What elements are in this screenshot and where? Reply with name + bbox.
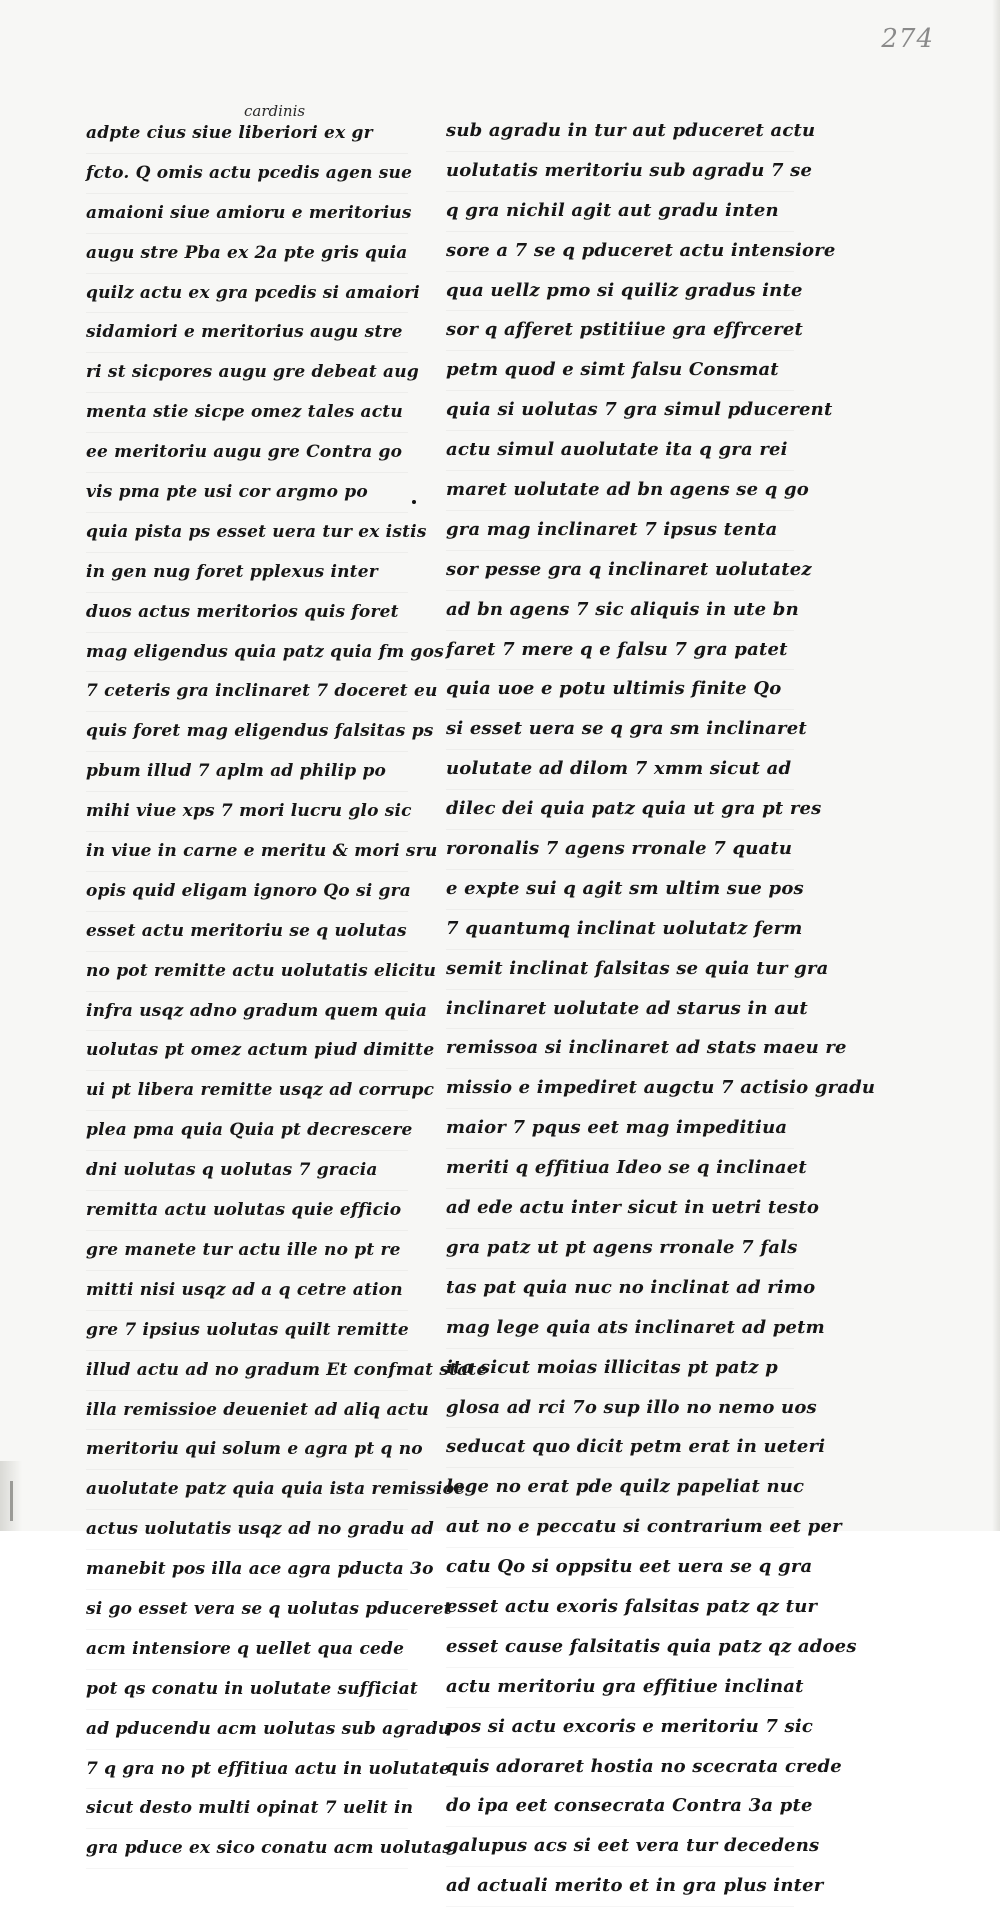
- left-column-line: uolutas pt omez actum piud dimitte: [86, 1031, 408, 1071]
- ink-blot: [412, 500, 416, 504]
- right-column-line: actu simul auolutate ita q gra rei: [446, 431, 794, 471]
- left-column-line: adpte cius siue liberiori ex gr: [86, 114, 408, 154]
- left-column-line: esset actu meritoriu se q uolutas: [86, 912, 408, 952]
- left-column-line: pbum illud 7 aplm ad philip po: [86, 752, 408, 792]
- right-column-line: sor pesse gra q inclinaret uolutatez: [446, 551, 794, 591]
- right-column-text: [446, 112, 876, 1907]
- left-column-line: 7 ceteris gra inclinaret 7 doceret eu: [86, 672, 408, 712]
- marginal-note: cardinis: [244, 102, 306, 120]
- left-column-line: gre 7 ipsius uolutas quilt remitte: [86, 1311, 408, 1351]
- right-column-line: maior 7 pqus eet mag impeditiua: [446, 1109, 794, 1149]
- right-column-line: 7 quantumq inclinat uolutatz ferm: [446, 910, 794, 950]
- right-column-line: uolutatis meritoriu sub agradu 7 se: [446, 152, 794, 192]
- left-column-line: mitti nisi usqz ad a q cetre ation: [86, 1271, 408, 1311]
- right-column-line: maret uolutate ad bn agens se q go: [446, 471, 794, 511]
- right-column-line: glosa ad rci 7o sup illo no nemo uos: [446, 1389, 794, 1429]
- right-column-line: missio e impediret augctu 7 actisio gradu: [446, 1069, 794, 1109]
- right-column-line: roronalis 7 agens rronale 7 quatu: [446, 830, 794, 870]
- right-column-line: meriti q effitiua Ideo se q inclinaet: [446, 1149, 794, 1189]
- right-column-line: inclinaret uolutate ad starus in aut: [446, 990, 794, 1030]
- right-column-line: gra patz ut pt agens rronale 7 fals: [446, 1229, 794, 1269]
- left-column-line: quilz actu ex gra pcedis si amaiori: [86, 274, 408, 314]
- right-column-line: lege no erat pde quilz papeliat nuc: [446, 1468, 794, 1508]
- left-column-line: infra usqz adno gradum quem quia: [86, 992, 408, 1032]
- right-column-line: do ipa eet consecrata Contra 3a pte: [446, 1787, 794, 1827]
- left-column-line: illa remissioe deueniet ad aliq actu: [86, 1391, 408, 1431]
- left-column-line: remitta actu uolutas quie efficio: [86, 1191, 408, 1231]
- right-column-line: remissoa si inclinaret ad stats maeu re: [446, 1029, 794, 1069]
- right-column-line: ad ede actu inter sicut in uetri testo: [446, 1189, 794, 1229]
- left-column-line: augu stre Pba ex 2a pte gris quia: [86, 234, 408, 274]
- right-column-line: actu meritoriu gra effitiue inclinat: [446, 1668, 794, 1708]
- left-column-line: fcto. Q omis actu pcedis agen sue: [86, 154, 408, 194]
- left-column-line: gre manete tur actu ille no pt re: [86, 1231, 408, 1271]
- right-column-line: petm quod e simt falsu Consmat: [446, 351, 794, 391]
- right-column-line: sore a 7 se q pduceret actu intensiore: [446, 232, 794, 272]
- right-column-line: sor q afferet pstitiiue gra effrceret: [446, 311, 794, 351]
- left-column-line: vis pma pte usi cor argmo po: [86, 473, 408, 513]
- left-column-line: in viue in carne e meritu & mori sru: [86, 832, 408, 872]
- right-column-line: ita sicut moias illicitas pt patz p: [446, 1349, 794, 1389]
- right-column-line: pos si actu excoris e meritoriu 7 sic: [446, 1708, 794, 1748]
- left-column-line: illud actu ad no gradum Et confmat state: [86, 1351, 408, 1391]
- right-column-line: qua uellz pmo si quiliz gradus inte: [446, 272, 794, 312]
- left-column-line: amaioni siue amioru e meritorius: [86, 194, 408, 234]
- left-column-line: si go esset vera se q uolutas pduceret: [86, 1590, 408, 1630]
- right-column-line: si esset uera se q gra sm inclinaret: [446, 710, 794, 750]
- left-column-line: menta stie sicpe omez tales actu: [86, 393, 408, 433]
- left-column-line: actus uolutatis usqz ad no gradu ad: [86, 1510, 408, 1550]
- left-column-line: dni uolutas q uolutas 7 gracia: [86, 1151, 408, 1191]
- right-column-line: e expte sui q agit sm ultim sue pos: [446, 870, 794, 910]
- left-column-line: duos actus meritorios quis foret: [86, 593, 408, 633]
- right-column-line: quia uoe e potu ultimis finite Qo: [446, 670, 794, 710]
- right-column-line: ad bn agens 7 sic aliquis in ute bn: [446, 591, 794, 631]
- right-column-line: q gra nichil agit aut gradu inten: [446, 192, 794, 232]
- right-column-line: quia si uolutas 7 gra simul pducerent: [446, 391, 794, 431]
- left-column-line: quis foret mag eligendus falsitas ps: [86, 712, 408, 752]
- right-column-line: aut no e peccatu si contrarium eet per: [446, 1508, 794, 1548]
- left-column-line: pot qs conatu in uolutate sufficiat: [86, 1670, 408, 1710]
- left-column-line: manebit pos illa ace agra pducta 3o: [86, 1550, 408, 1590]
- left-column-line: no pot remitte actu uolutatis elicitu: [86, 952, 408, 992]
- right-column-line: mag lege quia ats inclinaret ad petm: [446, 1309, 794, 1349]
- right-column-line: galupus acs si eet vera tur decedens: [446, 1827, 794, 1867]
- right-column-line: gra mag inclinaret 7 ipsus tenta: [446, 511, 794, 551]
- right-column-line: esset actu exoris falsitas patz qz tur: [446, 1588, 794, 1628]
- page-edge-shadow: [992, 0, 1000, 1531]
- left-column-line: 7 q gra no pt effitiua actu in uolutate: [86, 1750, 408, 1790]
- left-column-line: plea pma quia Quia pt decrescere: [86, 1111, 408, 1151]
- left-column-line: meritoriu qui solum e agra pt q no: [86, 1430, 408, 1470]
- left-column-line: in gen nug foret pplexus inter: [86, 553, 408, 593]
- left-column-line: mihi viue xps 7 mori lucru glo sic: [86, 792, 408, 832]
- right-column-line: sub agradu in tur aut pduceret actu: [446, 112, 794, 152]
- left-column-line: mag eligendus quia patz quia fm gos: [86, 633, 408, 673]
- left-column-line: auolutate patz quia quia ista remissioe: [86, 1470, 408, 1510]
- left-column-line: acm intensiore q uellet qua cede: [86, 1630, 408, 1670]
- right-column-line: seducat quo dicit petm erat in ueteri: [446, 1428, 794, 1468]
- left-column-line: sidamiori e meritorius augu stre: [86, 313, 408, 353]
- left-column-line: gra pduce ex sico conatu acm uolutas: [86, 1829, 408, 1869]
- right-column-line: uolutate ad dilom 7 xmm sicut ad: [446, 750, 794, 790]
- right-column-line: tas pat quia nuc no inclinat ad rimo: [446, 1269, 794, 1309]
- right-column-line: ad actuali merito et in gra plus inter: [446, 1867, 794, 1907]
- right-column-line: esset cause falsitatis quia patz qz adoes: [446, 1628, 794, 1668]
- right-column-line: quis adoraret hostia no scecrata crede: [446, 1748, 794, 1788]
- right-column-line: dilec dei quia patz quia ut gra pt res: [446, 790, 794, 830]
- binding-mark: [10, 1481, 13, 1521]
- left-column-text: [86, 114, 488, 1869]
- left-column-line: sicut desto multi opinat 7 uelit in: [86, 1789, 408, 1829]
- left-column-line: ad pducendu acm uolutas sub agradu: [86, 1710, 408, 1750]
- left-column-line: ee meritoriu augu gre Contra go: [86, 433, 408, 473]
- left-column-line: quia pista ps esset uera tur ex istis: [86, 513, 408, 553]
- left-column-line: ri st sicpores augu gre debeat aug: [86, 353, 408, 393]
- right-column-line: faret 7 mere q e falsu 7 gra patet: [446, 631, 794, 671]
- right-column-line: semit inclinat falsitas se quia tur gra: [446, 950, 794, 990]
- left-column-line: ui pt libera remitte usqz ad corrupc: [86, 1071, 408, 1111]
- left-column-line: opis quid eligam ignoro Qo si gra: [86, 872, 408, 912]
- folio-number: 274: [881, 24, 934, 54]
- right-column-line: catu Qo si oppsitu eet uera se q gra: [446, 1548, 794, 1588]
